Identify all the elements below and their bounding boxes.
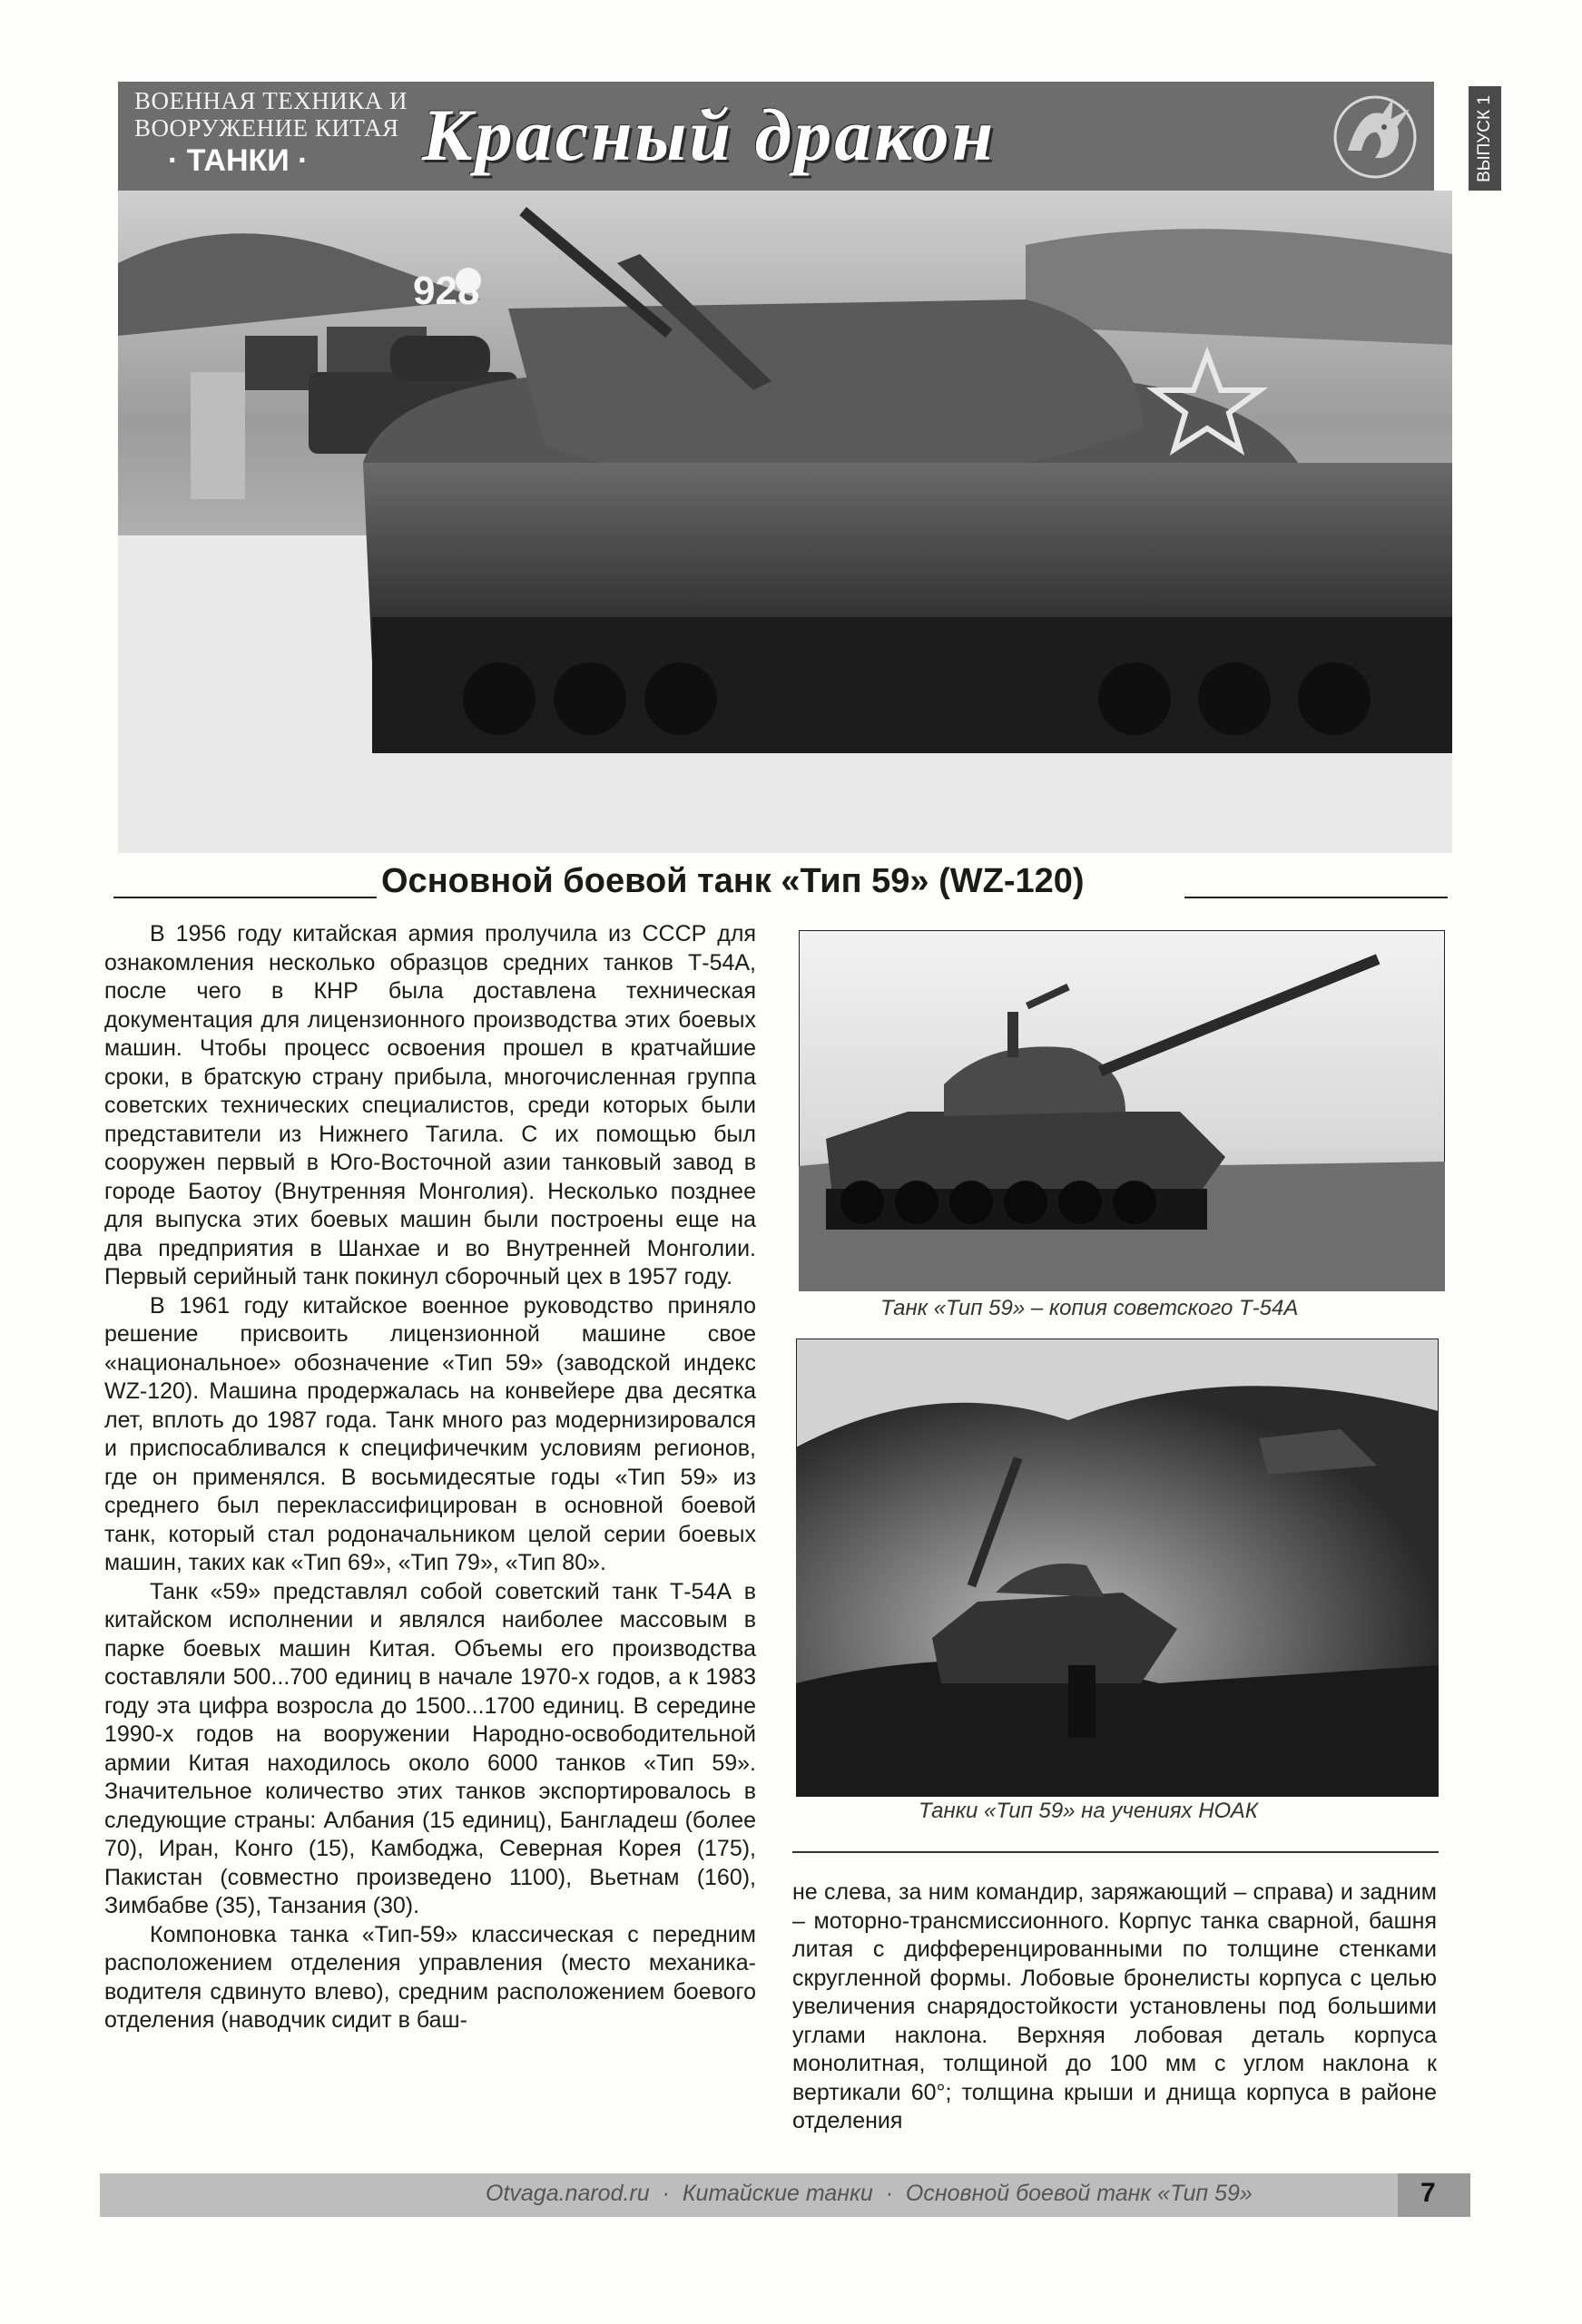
- issue-label: ВЫПУСК 1: [1475, 94, 1495, 182]
- article-column-left: [104, 920, 756, 2035]
- hull-number: 928: [413, 269, 480, 313]
- footer-article: Основной боевой танк «Тип 59»: [905, 2181, 1253, 2206]
- heading-rule-left: [113, 897, 377, 898]
- paragraph: Танк «59» представлял собой советский танк Т-54А в китайском исполнении и являлся наиболее массовым в парке боевых машин Китая. Объемы его производства составляли 500...700 единиц в начале 1970-х годов, а к 1983 году эта цифра возросла до 1500...1700 единиц. В середине 1990-х годов на вооружении Народно-освободительной армии Китая находилось около 6000 танков «Тип 59». Значительное количество этих танков экспортировалось в следующие страны: Албания (15 единиц), Бангладеш (более 70), Иран, Конго (15), Камбоджа, Северная Корея (175), Пакистан (совместно произведено 1100), Вьетнам (160), Зимбабве (35), Танзания (30).: [104, 1578, 756, 1918]
- series-title-line2: ВООРУЖЕНИЕ КИТАЯ: [134, 114, 399, 142]
- article-heading: Основной боевой танк «Тип 59» (WZ-120): [381, 862, 1085, 900]
- heading-rule-right: [1184, 897, 1448, 898]
- running-footer: [486, 2181, 1253, 2207]
- footer-separator: ·: [662, 2181, 670, 2206]
- footer-section: Китайские танки: [682, 2181, 873, 2206]
- tank-photo-2: [796, 1339, 1439, 1797]
- series-subtitle: · ТАНКИ ·: [168, 143, 309, 178]
- photo-caption-2: Танки «Тип 59» на учениях НОАК: [919, 1799, 1258, 1823]
- footer-separator: ·: [885, 2181, 894, 2206]
- article-column-right: [792, 1878, 1437, 2136]
- footer-site: Otvaga.narod.ru: [486, 2181, 650, 2206]
- paragraph: не слева, за ним командир, заряжающий – справа) и задним – моторно-трансмиссионного. Корпус танка сварной, башня литая с дифференцированными по толщине стенками скругленной формы. Лобовые бронелисты корпуса с целью увеличения снарядостойкости установлены под большими углами наклона. Верхняя лобовая деталь корпуса монолитная, толщиной до 100 мм с углом наклона к вертикали 60°; толщина крыши и днища корпуса в районе отделения: [792, 1879, 1437, 2133]
- issue-tab: [1469, 86, 1501, 191]
- hero-tank-photo: [118, 191, 1452, 853]
- tank-photo-1: [799, 930, 1445, 1291]
- dragon-emblem-icon: [1330, 87, 1420, 187]
- magazine-title: Красный дракон: [422, 93, 997, 176]
- page-number: 7: [1420, 2178, 1436, 2208]
- paragraph: Компоновка танка «Тип-59» классическая с передним расположением отделения управления (место механика-водителя сдвинуто влево), средним расположением боевого отделения (наводчик сидит в баш-: [104, 1921, 756, 2033]
- caption-rule: [792, 1851, 1439, 1853]
- paragraph: В 1956 году китайская армия прoлучила из СССР для ознакомления несколько образцов средних танков Т-54А, после чего в КНР была доставлена техническая документация для лицензионного производства этих боевых машин. Чтобы процесс освоения прошел в кратчайшие сроки, в братскую страну прибыла, многочисленная группа советских технических специалистов, среди которых были представители из Нижнего Тагила. С их помощью был сооружен первый в Юго-Восточной азии танковый завод в городе Баотоу (Внутренняя Монголия). Несколько позднее для выпуска этих боевых машин были построены еще на два предприятия в Шанхае и во Внутренней Монголии. Первый серийный танк покинул сборочный цех в 1957 году.: [104, 921, 756, 1289]
- photo-caption-1: Танк «Тип 59» – копия советского Т-54А: [880, 1296, 1299, 1320]
- series-title-line1: ВОЕННАЯ ТЕХНИКА И: [134, 87, 408, 114]
- paragraph: В 1961 году китайское военное руководство приняло решение присвоить лицензионной машине свое «национальное» обозначение «Тип 59» (заводской индекс WZ-120). Машина продержалась на конвейере два десятка лет, вплоть до 1987 года. Танк много раз модернизировался и приспосабливался к специфичечким условиям регионов, где он применялся. В восьмидесятые годы «Тип 59» из среднего был переклассифицирован в основной боевой танк, который стал родоначальником целой серии боевых машин, таких как «Тип 69», «Тип 79», «Тип 80».: [104, 1292, 756, 1575]
